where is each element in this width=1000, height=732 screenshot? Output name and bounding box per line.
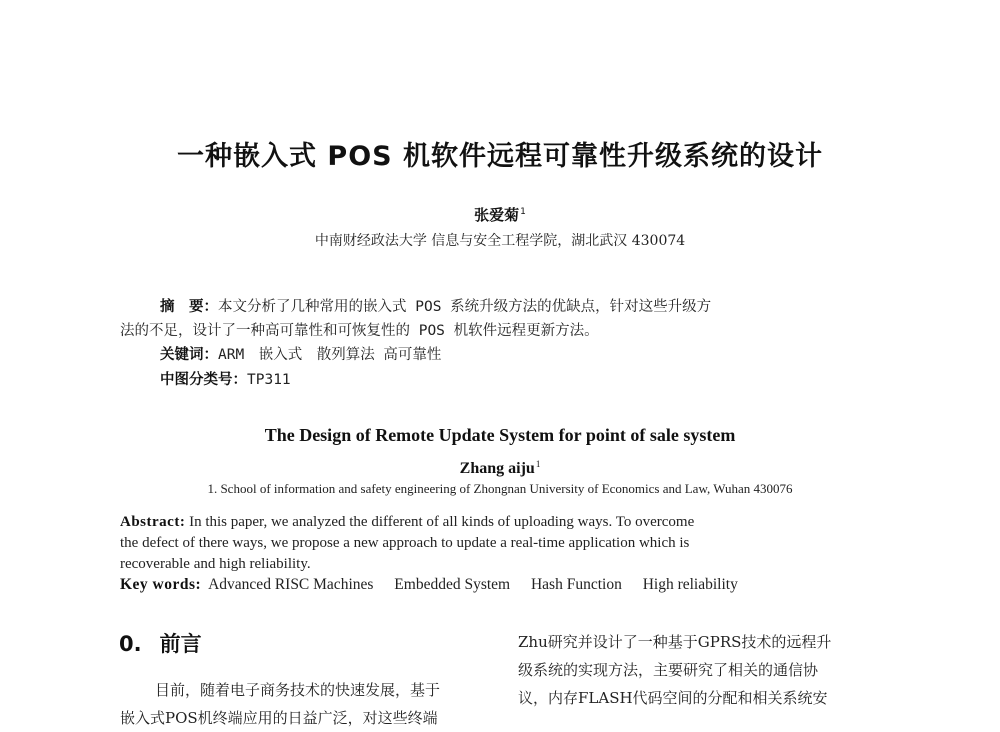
body-right-line-1: Zhu研究并设计了一种基于GPRS技术的远程升: [518, 633, 832, 651]
english-title: The Design of Remote Update System for point of sale system: [264, 425, 736, 445]
chinese-abstract-label: 摘 要：: [160, 299, 218, 315]
english-keywords-label: Key words:: [120, 576, 202, 593]
chinese-keywords: [160, 343, 441, 367]
keyword-item: Embedded System: [394, 576, 511, 593]
chinese-title: 一种嵌入式 POS 机软件远程可靠性升级系统的设计: [177, 141, 823, 172]
chinese-author-name: 张爱菊: [474, 206, 520, 224]
chinese-clc-label: 中图分类号：: [160, 372, 247, 388]
english-author-name: Zhang aiju: [459, 460, 535, 477]
chinese-author: [0, 204, 1000, 225]
chinese-abstract-line-1: [160, 295, 711, 319]
body-right-line-3: 议，内存FLASH代码空间的分配和相关系统安: [518, 689, 828, 707]
english-abstract-line-2: the defect of there ways, we propose a new approach to update a real-time application which is: [120, 535, 690, 551]
body-right-line-2: 级系统的实现方法，主要研究了相关的通信协: [518, 661, 819, 679]
english-abstract-text-1: In this paper, we analyzed the different of all kinds of uploading ways. To overcome: [189, 514, 695, 530]
chinese-clc: [160, 368, 291, 392]
english-abstract-line-3: recoverable and high reliability.: [120, 556, 311, 572]
body-left-line-2: 嵌入式POS机终端应用的日益广泛，对这些终端: [120, 709, 438, 727]
chinese-keywords-text: ARM 嵌入式 散列算法 高可靠性: [218, 347, 442, 363]
english-abstract-label: Abstract:: [120, 514, 186, 530]
chinese-keywords-label: 关键词：: [160, 347, 218, 363]
section-title: 前言: [159, 632, 202, 656]
keyword-item: High reliability: [642, 576, 738, 593]
body-left-line-1: 目前，随着电子商务技术的快速发展，基于: [155, 681, 441, 699]
section-number: 0.: [119, 632, 142, 656]
keyword-item: Hash Function: [530, 576, 622, 593]
section-heading: [119, 628, 202, 658]
english-affiliation: 1. School of information and safety engineering of Zhongnan University of Economics and Law, Wuhan 430076: [207, 481, 793, 496]
english-author: [0, 459, 1000, 478]
chinese-author-superscript: 1: [520, 207, 526, 217]
chinese-abstract-text-1: 本文分析了几种常用的嵌入式 POS 系统升级方法的优缺点，针对这些升级方: [218, 299, 712, 315]
english-author-superscript: 1: [535, 459, 541, 469]
chinese-abstract-line-2: 法的不足，设计了一种高可靠性和可恢复性的 POS 机软件远程更新方法。: [120, 323, 599, 339]
chinese-affiliation: 中南财经政法大学 信息与安全工程学院，湖北武汉 430074: [314, 233, 686, 249]
chinese-clc-text: TP311: [247, 372, 291, 388]
english-keywords: [120, 576, 755, 594]
keyword-item: Advanced RISC Machines: [208, 576, 374, 593]
english-abstract-line-1: [120, 512, 882, 533]
english-abstract: [120, 512, 882, 575]
